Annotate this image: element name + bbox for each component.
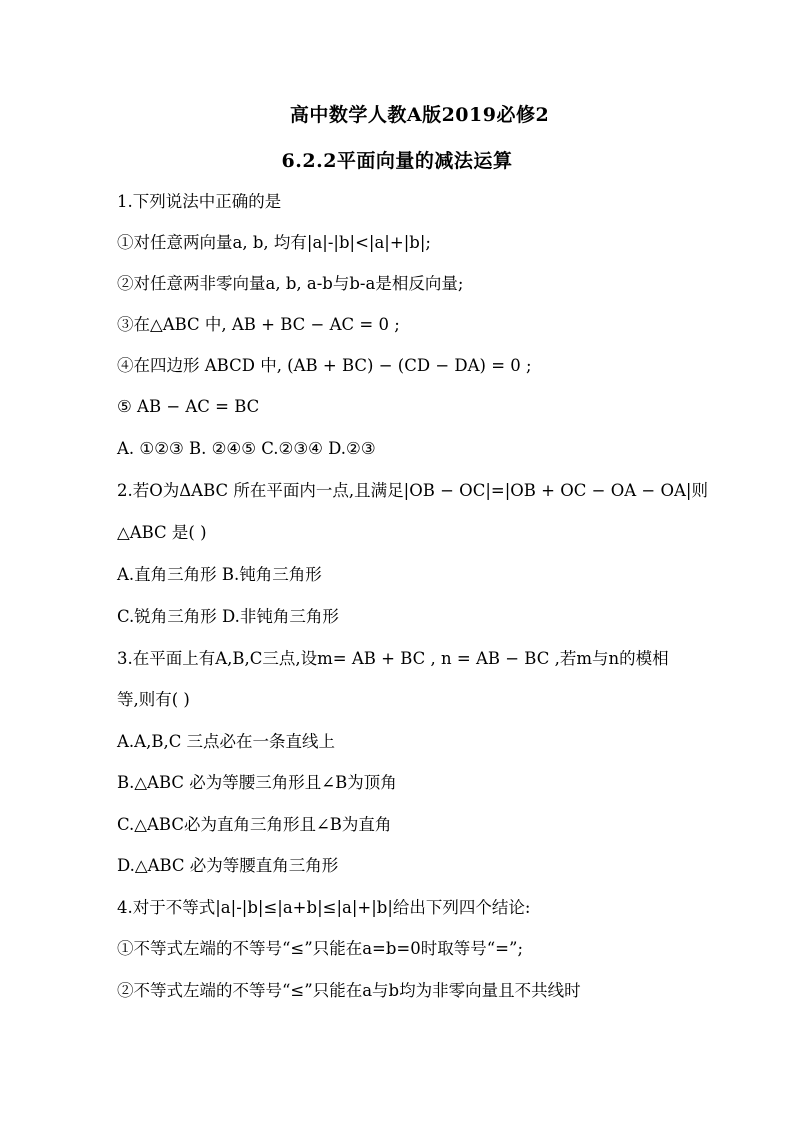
document-subtitle: 6.2.2平面向量的减法运算: [281, 150, 513, 172]
question-2-stem-cont: △ABC 是( ): [117, 523, 207, 542]
statement-2: ②对任意两非零向量a, b, a-b与b-a是相反向量;: [117, 274, 464, 293]
statement-4: ④在四边形 ABCD 中, (AB + BC) − (CD − DA) = 0 ;: [117, 356, 532, 375]
question-1-stem: 1.下列说法中正确的是: [117, 192, 282, 211]
question-3-option-b: B.△ABC 必为等腰三角形且∠B为顶角: [117, 773, 397, 792]
question-3-stem: 3.在平面上有A,B,C三点,设m= AB + BC , n = AB − BC ,若m与n的模相: [117, 649, 669, 668]
question-4-conclusion-2: ②不等式左端的不等号“≤”只能在a与b均为非零向量且不共线时: [117, 981, 581, 1000]
question-3-option-a: A.A,B,C 三点必在一条直线上: [117, 732, 336, 751]
question-3-stem-cont: 等,则有( ): [117, 690, 190, 709]
document-title: 高中数学人教A版2019必修2: [289, 104, 550, 126]
question-2-stem: 2.若O为ΔABC 所在平面内一点,且满足|OB − OC|=|OB + OC − OA − OA|则: [117, 481, 708, 500]
question-4-stem: 4.对于不等式|a|-|b|≤|a+b|≤|a|+|b|给出下列四个结论:: [117, 898, 531, 917]
question-1-options: A. ①②③ B. ②④⑤ C.②③④ D.②③: [117, 439, 376, 458]
question-2-options-ab: A.直角三角形 B.钝角三角形: [117, 565, 322, 584]
statement-5: ⑤ AB − AC = BC: [117, 397, 260, 416]
question-3-option-d: D.△ABC 必为等腰直角三角形: [117, 856, 339, 875]
question-3-option-c: C.△ABC必为直角三角形且∠B为直角: [117, 815, 392, 834]
question-2-options-cd: C.锐角三角形 D.非钝角三角形: [117, 607, 339, 626]
statement-1: ①对任意两向量a, b, 均有|a|-|b|<|a|+|b|;: [117, 233, 431, 252]
question-4-conclusion-1: ①不等式左端的不等号“≤”只能在a=b=0时取等号“=”;: [117, 939, 523, 958]
statement-3: ③在△ABC 中, AB + BC − AC = 0 ;: [117, 315, 400, 334]
